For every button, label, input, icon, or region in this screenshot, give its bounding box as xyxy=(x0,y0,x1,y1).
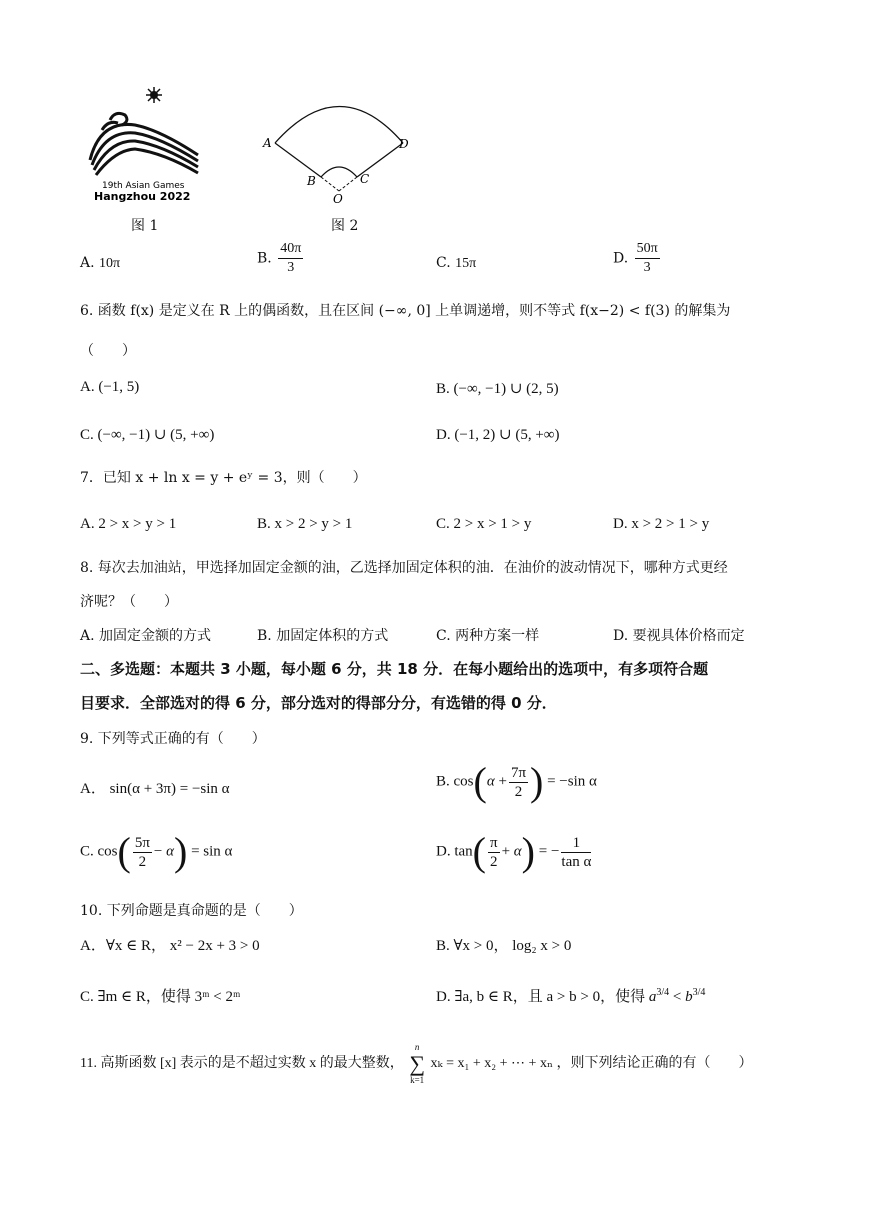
figure-1-caption: 图 1 xyxy=(131,218,159,234)
label-O: O xyxy=(333,192,343,206)
exponent-a: 3/4 xyxy=(656,987,670,998)
q8-option-d[interactable]: D. 要视具体价格而定 xyxy=(613,628,745,644)
label-C: C xyxy=(360,172,370,186)
denominator: 3 xyxy=(643,260,651,275)
fraction xyxy=(488,834,500,871)
q9-stem: 9. 下列等式正确的有（ ） xyxy=(80,731,266,747)
q10-stem: 10. 下列命题是真命题的是（ ） xyxy=(80,903,303,919)
q9-option-d[interactable]: D. tan( $\frac{\pi}{2}$ + α) = − $\frac{1}{\text{tan α}}$ xyxy=(436,829,592,874)
sum-upper: n xyxy=(414,1042,420,1052)
figure-1 xyxy=(80,85,210,205)
q6-option-d[interactable]: D. (−1, 2) ∪ (5, +∞) xyxy=(436,427,560,443)
option-label: D. xyxy=(436,843,451,860)
fan-diagram xyxy=(255,95,425,210)
label-A: A xyxy=(263,136,272,150)
fraction-rhs xyxy=(561,834,591,871)
q8-stem-line1: 8. 每次去加油站，甲选择加固定金额的油，乙选择加固定体积的油．在油价的波动情况下，哪种方式更经 xyxy=(80,560,728,576)
denominator: tan α xyxy=(561,853,592,870)
q10-option-b[interactable]: B. ∀x > 0， log₂ x > 0 xyxy=(436,938,572,954)
q7-option-d[interactable]: D. x > 2 > 1 > y xyxy=(613,516,710,532)
q5-option-b[interactable] xyxy=(257,240,305,277)
denominator: 2 xyxy=(514,783,523,800)
sum-symbol: n ∑ k=1 xyxy=(409,1042,425,1085)
q11-stem xyxy=(80,1042,753,1086)
asian-games-logo xyxy=(80,85,210,205)
option-label: C. xyxy=(80,843,94,860)
label-B: B xyxy=(307,174,316,188)
numerator: 40π xyxy=(278,240,303,259)
logo-line2: Hangzhou 2022 xyxy=(94,190,191,203)
option-expression: sin(α + 3π) = −sin α xyxy=(109,781,230,797)
rhs: = sin α xyxy=(191,843,233,860)
q7-stem: 7．已知 x + ln x = y + eʸ = 3，则（ ） xyxy=(80,470,367,486)
q6-stem-line2: （ ） xyxy=(80,343,136,359)
option-label: A. xyxy=(80,255,95,271)
sum-lower: k=1 xyxy=(410,1075,425,1085)
fraction xyxy=(635,240,660,277)
option-label: B. xyxy=(257,250,272,267)
q6-option-b[interactable]: B. (−∞, −1) ∪ (2, 5) xyxy=(436,381,559,397)
denominator: 3 xyxy=(287,260,295,275)
q11-text-pre: 11. 高斯函数 [x] 表示的是不超过实数 x 的最大整数， xyxy=(80,1056,404,1072)
fraction xyxy=(133,834,152,871)
label-D: D xyxy=(399,137,409,151)
option-value: 15π xyxy=(455,256,477,271)
q5-option-a[interactable] xyxy=(80,255,120,272)
numerator: 50π xyxy=(635,240,660,259)
option-label: B. xyxy=(436,773,450,790)
fraction xyxy=(509,764,528,801)
q9-option-b[interactable]: B. cos(α + $\frac{7\pi}{2}$ ) = −sin α xyxy=(436,759,597,804)
q9-option-a[interactable] xyxy=(80,777,230,798)
option-text: D. ∃a, b ∈ R，且 a > b > 0，使得 xyxy=(436,989,646,1005)
option-value: 10π xyxy=(99,256,121,271)
q5-option-c[interactable] xyxy=(436,255,476,272)
q6-option-c[interactable]: C. (−∞, −1) ∪ (5, +∞) xyxy=(80,427,215,443)
q5-option-d[interactable] xyxy=(613,240,662,277)
rhs: = −sin α xyxy=(547,773,597,790)
numerator: 1 xyxy=(561,834,591,853)
q8-stem-line2: 济呢？（ ） xyxy=(80,594,178,610)
q6-option-a[interactable]: A. (−1, 5) xyxy=(80,379,140,395)
logo-line1: 19th Asian Games xyxy=(102,181,185,191)
func-name: cos xyxy=(97,843,118,860)
numerator: π xyxy=(490,834,498,851)
q10-option-d[interactable]: D. ∃a, b ∈ R，且 a > b > 0，使得 $a^{3/4} < b^{3/4}$ xyxy=(436,987,706,1005)
option-label: D. xyxy=(613,250,629,267)
q9-option-c[interactable]: C. cos( $\frac{5\pi}{2}$ − α) = sin α xyxy=(80,829,233,874)
fraction xyxy=(278,240,303,277)
q8-option-a[interactable]: A. 加固定金额的方式 xyxy=(80,628,212,644)
q8-option-c[interactable]: C. 两种方案一样 xyxy=(436,628,540,644)
figure-2 xyxy=(255,95,425,210)
q7-option-c[interactable]: C. 2 > x > 1 > y xyxy=(436,516,532,532)
q10-option-c[interactable]: C. ∃m ∈ R，使得 3ᵐ < 2ᵐ xyxy=(80,989,241,1005)
denominator: 2 xyxy=(138,853,147,870)
numerator: 7π xyxy=(510,764,527,781)
q11-text-post: xₖ = x₁ + x₂ + ⋯ + xₙ ，则下列结论正确的有（ ） xyxy=(430,1056,753,1072)
q7-option-a[interactable]: A. 2 > x > y > 1 xyxy=(80,516,177,532)
func-name: tan xyxy=(454,843,473,860)
section-2-heading-line2: 目要求．全部选对的得 6 分，部分选对的得部分分，有选错的得 0 分． xyxy=(80,694,557,712)
q10-option-a[interactable]: A．∀x ∈ R， x² − 2x + 3 > 0 xyxy=(80,938,260,954)
q6-stem-line1: 6. 函数 f(x) 是定义在 R 上的偶函数，且在区间 (−∞, 0] 上单调递增，则不等式 f(x−2) < f(3) 的解集为 xyxy=(80,303,731,319)
section-2-heading-line1: 二、多选题：本题共 3 小题，每小题 6 分，共 18 分．在每小题给出的选项中，有多项符合题 xyxy=(80,660,709,678)
denominator: 2 xyxy=(490,853,498,870)
q8-option-b[interactable]: B. 加固定体积的方式 xyxy=(257,628,389,644)
exponent-b: 3/4 xyxy=(692,987,706,998)
option-label: C. xyxy=(436,255,451,271)
q7-option-b[interactable]: B. x > 2 > y > 1 xyxy=(257,516,353,532)
func-name: cos xyxy=(453,773,474,790)
numerator: 5π xyxy=(134,834,150,851)
figure-2-caption: 图 2 xyxy=(331,218,359,234)
option-label: A． xyxy=(80,781,106,797)
